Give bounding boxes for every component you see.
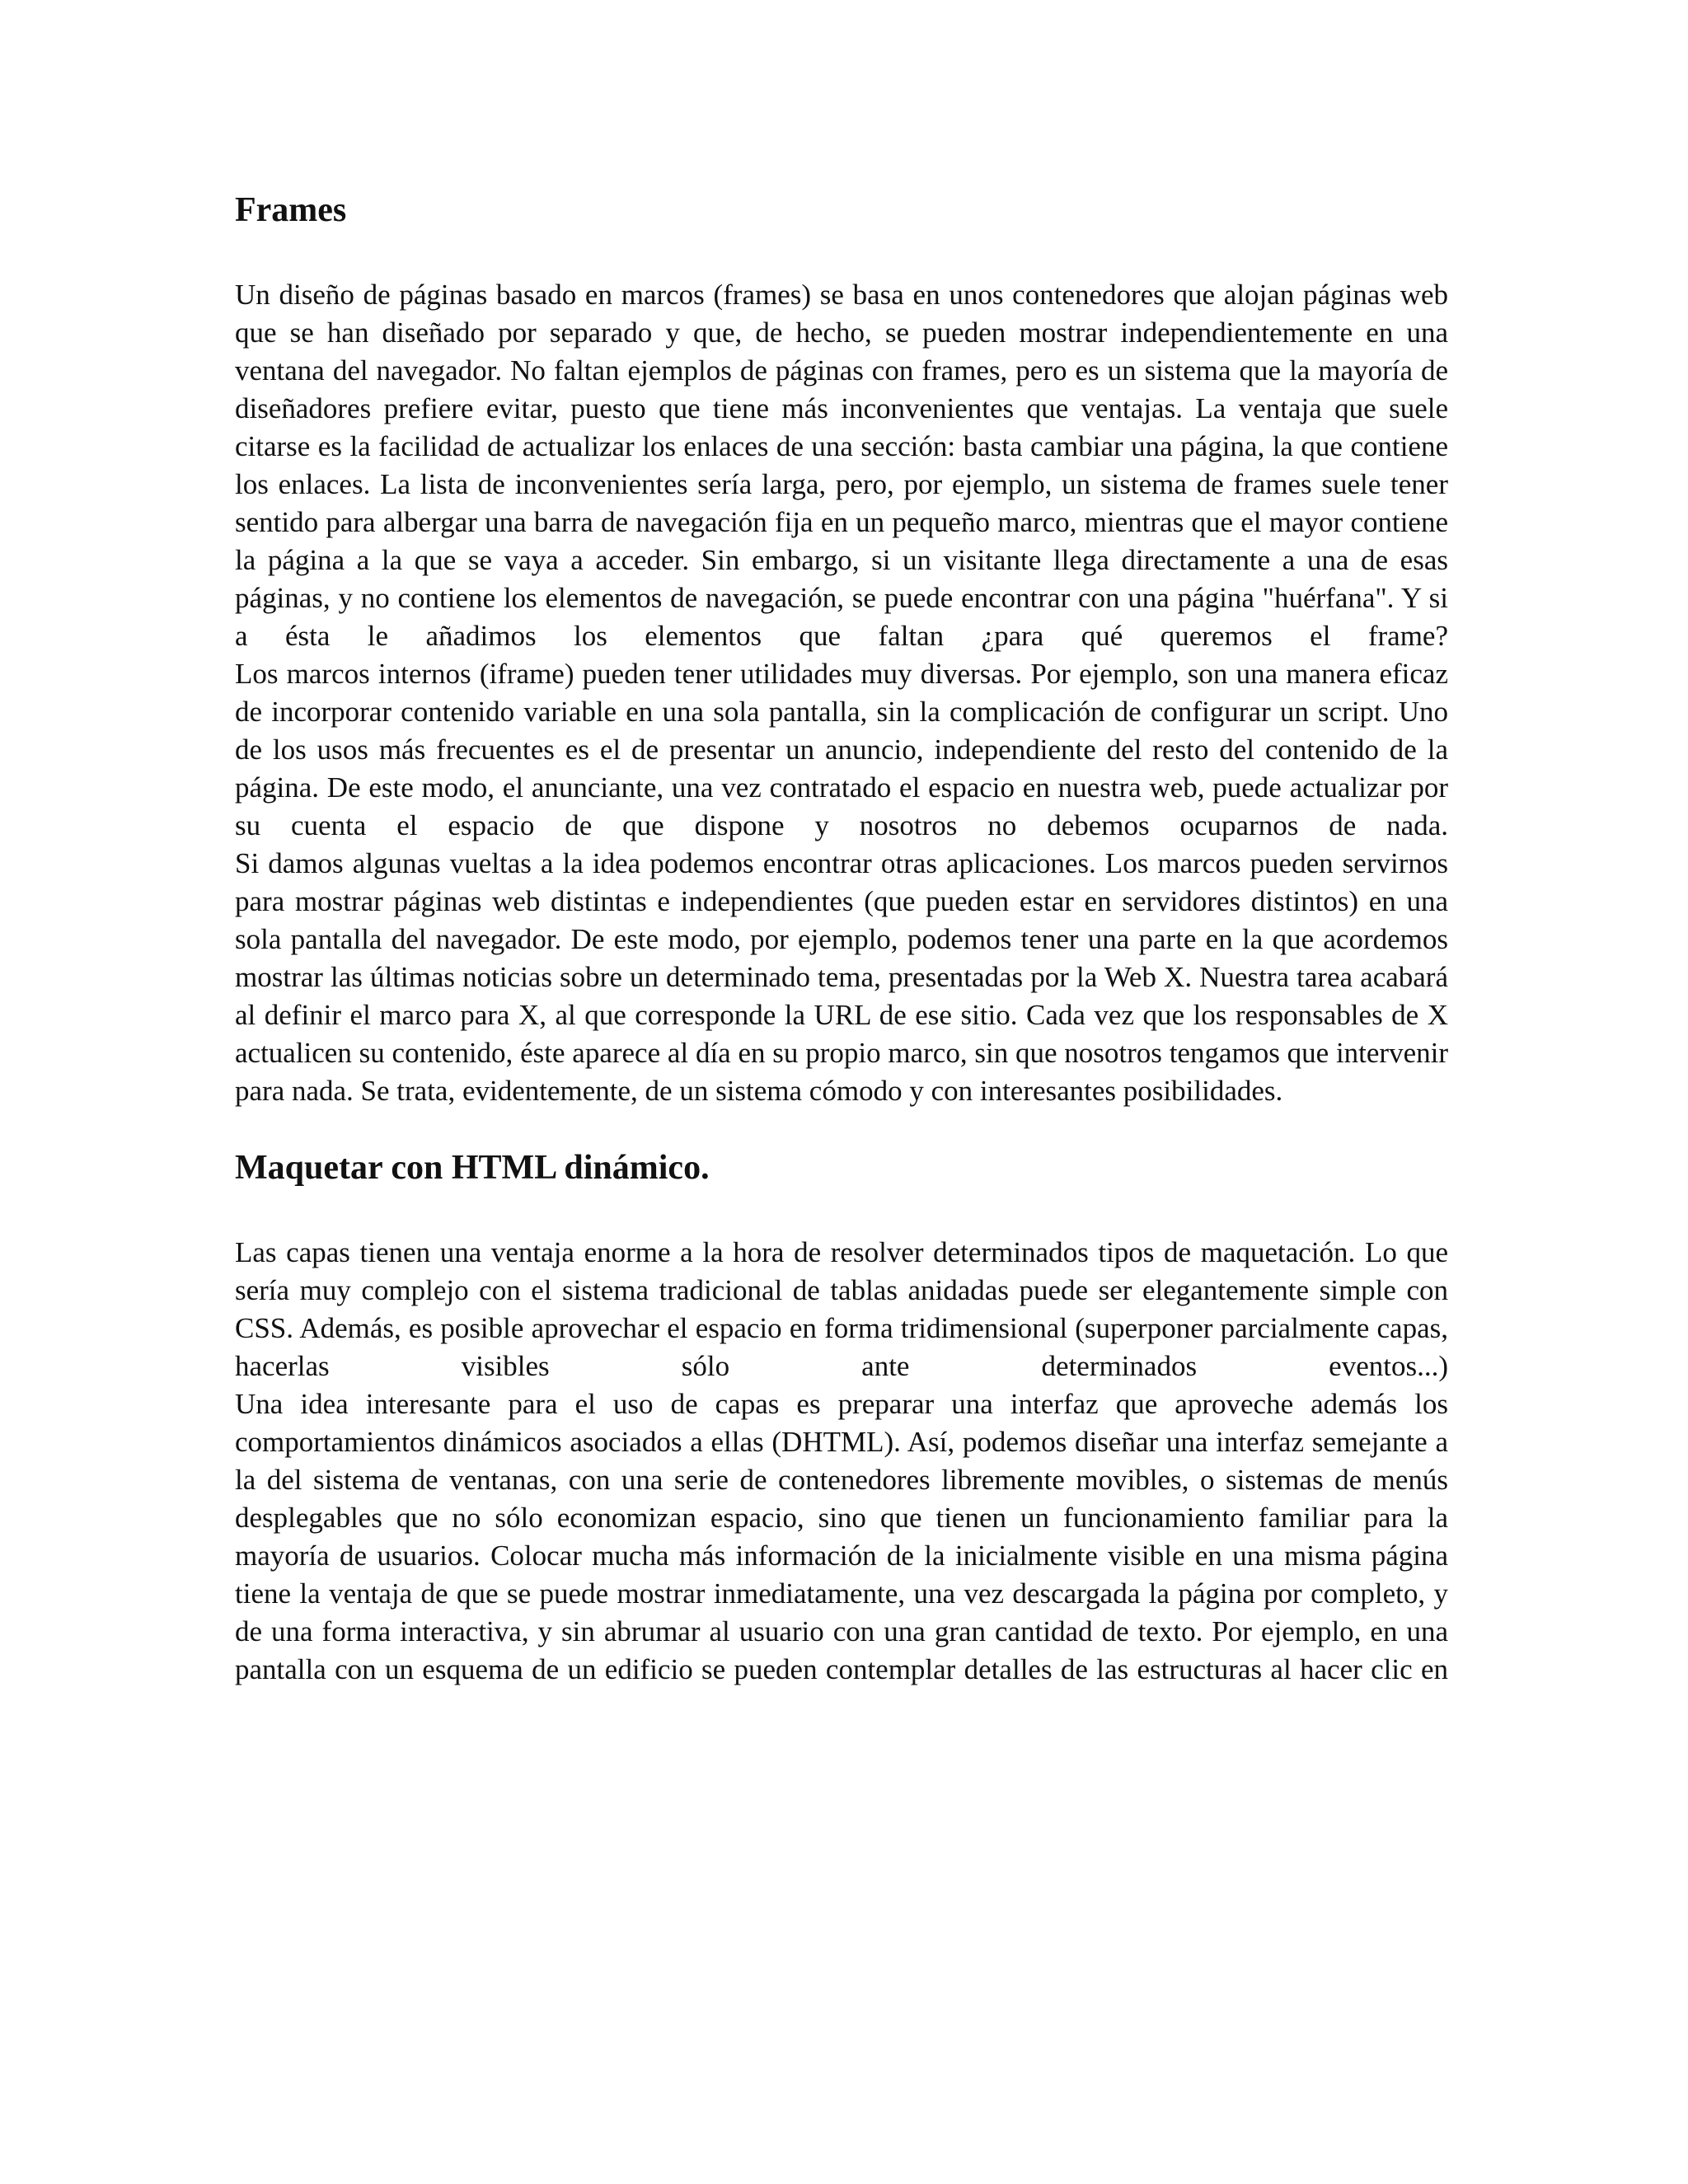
paragraph-frames-intro: Un diseño de páginas basado en marcos (frames) se basa en unos contenedores que alojan páginas web que se han diseñado por separado y que, de hecho, se pueden mostrar independientemente en una ventana del navegador. No faltan ejemplos de páginas con frames, pero es un sistema que la mayoría de diseñadores prefiere evitar, puesto que tiene más inconvenientes que ventajas. La ventaja que suele citarse es la facilidad de actualizar los enlaces de una sección: basta cambiar una página, la que contiene los enlaces. La lista de inconvenientes sería larga, pero, por ejemplo, un sistema de frames suele tener sentido para albergar una barra de navegación fija en un pequeño marco, mientras que el mayor contiene la página a la que se vaya a acceder. Sin embargo, si un visitante llega directamente a una de esas páginas, y no contiene los elementos de navegación, se puede encontrar con una página "huérfana". Y si a ésta le añadimos los elementos que faltan ¿para qué queremos el frame? [235, 279, 1448, 652]
document-page [235, 185, 1448, 1689]
section-heading-dhtml: Maquetar con HTML dinámico. [235, 1149, 710, 1187]
paragraph-iframe: Los marcos internos (iframe) pueden tener utilidades muy diversas. Por ejemplo, son una manera eficaz de incorporar contenido variable en una sola pantalla, sin la complicación de configurar un script. Uno de los usos más frecuentes es el de presentar un anuncio, independiente del resto del contenido de la página. De este modo, el anunciante, una vez contratado el espacio en nuestra web, puede actualizar por su cuenta el espacio de que dispone y nosotros no debemos ocuparnos de nada. [235, 658, 1448, 841]
paragraph-frames-applications: Si damos algunas vueltas a la idea podemos encontrar otras aplicaciones. Los marcos pueden servirnos para mostrar páginas web distintas e independientes (que pueden estar en servidores distintos) en una sola pantalla del navegador. De este modo, por ejemplo, podemos tener una parte en la que acordemos mostrar las últimas noticias sobre un determinado tema, presentadas por la Web X. Nuestra tarea acabará al definir el marco para X, al que corresponde la URL de ese sitio. Cada vez que los responsables de X actualicen su contenido, éste aparece al día en su propio marco, sin que nosotros tengamos que intervenir para nada. Se trata, evidentemente, de un sistema cómodo y con interesantes posibilidades. [235, 847, 1448, 1107]
section-heading-frames: Frames [235, 191, 347, 229]
paragraph-dhtml-interface: Una idea interesante para el uso de capas es preparar una interfaz que aproveche además los comportamientos dinámicos asociados a ellas (DHTML). Así, podemos diseñar una interfaz semejante a la del sistema de ventanas, con una serie de contenedores libremente movibles, o sistemas de menús desplegables que no sólo economizan espacio, sino que tienen un funcionamiento familiar para la mayoría de usuarios. Colocar mucha más información de la inicialmente visible en una misma página tiene la ventaja de que se puede mostrar inmediatamente, una vez descargada la página por completo, y de una forma interactiva, y sin abrumar al usuario con una gran cantidad de texto. Por ejemplo, en una pantalla con un esquema de un edificio se pueden contemplar detalles de las estructuras al hacer clic en [235, 1388, 1448, 1685]
paragraph-layers-advantage: Las capas tienen una ventaja enorme a la hora de resolver determinados tipos de maquetación. Lo que sería muy complejo con el sistema tradicional de tablas anidadas puede ser elegantemente simple con CSS. Además, es posible aprovechar el espacio en forma tridimensional (superponer parcialmente capas, hacerlas visibles sólo ante determinados eventos...) [235, 1236, 1448, 1382]
